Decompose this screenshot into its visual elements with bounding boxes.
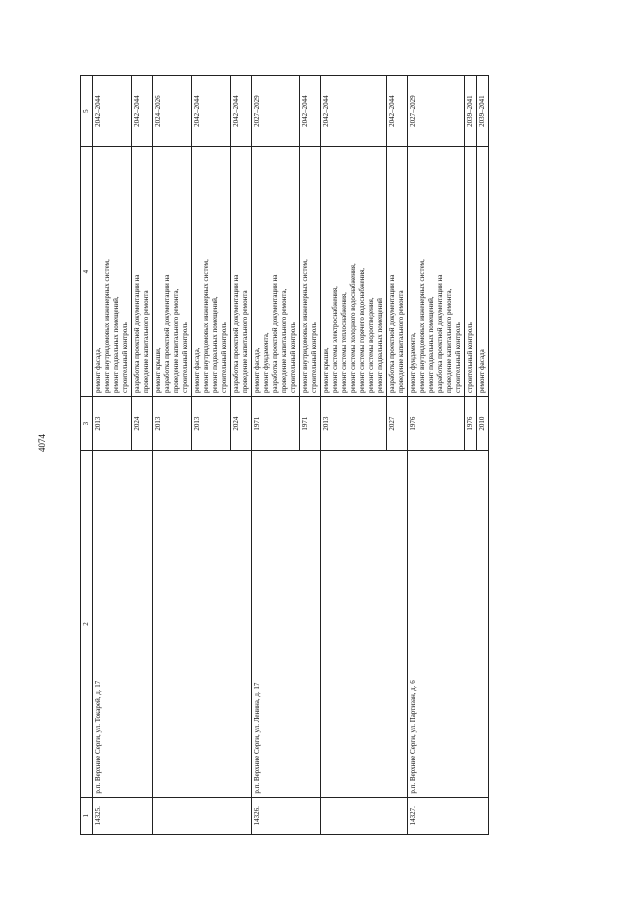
planned-period: 2042–2044 [231, 76, 252, 147]
repair-work-line: разработка проектной документации на [232, 274, 240, 393]
repair-work-line: ремонт фасада [478, 349, 486, 393]
repair-works [477, 147, 489, 397]
table-row [321, 76, 387, 835]
repair-work-line: ремонт внутридомовых инженерных систем, [418, 259, 426, 393]
commissioning-year: 1976 [408, 396, 465, 450]
repair-work-line: ремонт внутридомовых инженерных систем, [103, 259, 111, 393]
planned-period: 2042–2044 [300, 76, 321, 147]
repair-work-line: проведение капитального ремонта, [280, 288, 288, 393]
column-number-5: 5 [81, 76, 93, 147]
repair-work-line: проведение капитального ремонта [397, 290, 405, 393]
repair-work-line: ремонт внутридомовых инженерных систем, [202, 259, 210, 393]
repair-work-line: строительный контроль [454, 322, 462, 393]
planned-period: 2042–2044 [132, 76, 153, 147]
planned-period: 2042–2044 [192, 76, 231, 147]
building-address: р.п. Верхние Серги, ул. Ленина, д. 17 [252, 451, 321, 797]
planned-period: 2042–2044 [93, 76, 132, 147]
repair-work-line: ремонт системы водоотведения, [367, 297, 375, 393]
repair-work-line: проведение капитального ремонта, [445, 288, 453, 393]
repair-works [93, 147, 132, 397]
column-number-row [81, 76, 93, 835]
commissioning-year: 1971 [300, 396, 321, 450]
repair-work-line: ремонт системы теплоснабжения, [340, 292, 348, 393]
repair-works [231, 147, 252, 397]
repair-work-line: разработка проектной документации на [436, 274, 444, 393]
repair-work-line: проведение капитального ремонта [241, 290, 249, 393]
repair-work-line: строительный контроль [466, 322, 474, 393]
table-row [252, 76, 300, 835]
repair-works [132, 147, 153, 397]
repair-work-line: строительный контроль [289, 322, 297, 393]
repair-works [321, 147, 387, 397]
column-number-2: 2 [81, 451, 93, 797]
repair-works [153, 147, 192, 397]
repair-work-line: ремонт крыши, [322, 347, 330, 393]
repair-work-line: ремонт крыши, [154, 347, 162, 393]
commissioning-year: 1971 [252, 396, 300, 450]
repair-work-line: ремонт системы электроснабжения, [331, 286, 339, 393]
planned-period: 2039–2041 [477, 76, 489, 147]
commissioning-year: 2024 [231, 396, 252, 450]
repair-work-line: строительный контроль [181, 322, 189, 393]
capital-repair-table [80, 75, 489, 835]
column-number-3: 3 [81, 396, 93, 450]
repair-work-line: разработка проектной документации на [163, 274, 171, 393]
commissioning-year: 2013 [192, 396, 231, 450]
column-number-1: 1 [81, 797, 93, 834]
repair-work-line: разработка проектной документации на [388, 274, 396, 393]
repair-work-line: разработка проектной документации на [133, 274, 141, 393]
repair-works [465, 147, 477, 397]
commissioning-year: 2024 [132, 396, 153, 450]
planned-period: 2042–2044 [321, 76, 387, 147]
building-address: р.п. Верхние Серги, ул. Партизан, д. 6 [408, 451, 489, 797]
table-row [408, 76, 465, 835]
table-wrapper [80, 75, 600, 835]
repair-work-line: ремонт фундамента, [409, 332, 417, 393]
commissioning-year: 2027 [387, 396, 408, 450]
repair-work-line: ремонт подвальных помещений, [112, 296, 120, 393]
commissioning-year: 2013 [153, 396, 192, 450]
planned-period: 2027–2029 [408, 76, 465, 147]
commissioning-year: 1976 [465, 396, 477, 450]
building-number [153, 797, 252, 834]
repair-works [252, 147, 300, 397]
table-row [93, 76, 132, 835]
repair-work-line: ремонт фасада, [94, 347, 102, 393]
repair-work-line: ремонт фасада, [253, 347, 261, 393]
repair-work-line: ремонт подвальных помещений, [427, 296, 435, 393]
commissioning-year: 2013 [321, 396, 387, 450]
table-body [81, 76, 489, 835]
repair-work-line: ремонт подвальных помещений, [211, 296, 219, 393]
planned-period: 2024–2026 [153, 76, 192, 147]
repair-work-line: проведение капитального ремонта [142, 290, 150, 393]
planned-period: 2039–2041 [465, 76, 477, 147]
repair-works [408, 147, 465, 397]
repair-work-line: разработка проектной документации на [271, 274, 279, 393]
building-number: 14326. [252, 797, 321, 834]
commissioning-year: 2013 [93, 396, 132, 450]
repair-work-line: строительный контроль [121, 322, 129, 393]
building-number: 14325. [93, 797, 153, 834]
repair-work-line: ремонт системы холодного водоснабжения, [349, 263, 357, 393]
repair-work-line: ремонт фасада, [193, 347, 201, 393]
commissioning-year: 2010 [477, 396, 489, 450]
building-address: р.п. Верхние Серги, ул. Токарей, д. 17 [93, 451, 153, 797]
page-number: 4074 [37, 434, 47, 452]
building-number [321, 797, 408, 834]
building-address [321, 451, 408, 797]
table-row [153, 76, 192, 835]
repair-works [300, 147, 321, 397]
repair-work-line: проведение капитального ремонта, [172, 288, 180, 393]
repair-work-line: ремонт системы горячего водоснабжения, [358, 267, 366, 393]
planned-period: 2027–2029 [252, 76, 300, 147]
repair-work-line: ремонт внутридомовых инженерных систем, [301, 259, 309, 393]
repair-work-line: строительный контроль [310, 322, 318, 393]
repair-work-line: ремонт подвальных помещений [376, 298, 384, 393]
building-number: 14327. [408, 797, 489, 834]
column-number-4: 4 [81, 147, 93, 397]
building-address [153, 451, 252, 797]
repair-works [387, 147, 408, 397]
repair-work-line: ремонт фундамента, [262, 332, 270, 393]
planned-period: 2042–2044 [387, 76, 408, 147]
repair-work-line: строительный контроль [220, 322, 228, 393]
repair-works [192, 147, 231, 397]
